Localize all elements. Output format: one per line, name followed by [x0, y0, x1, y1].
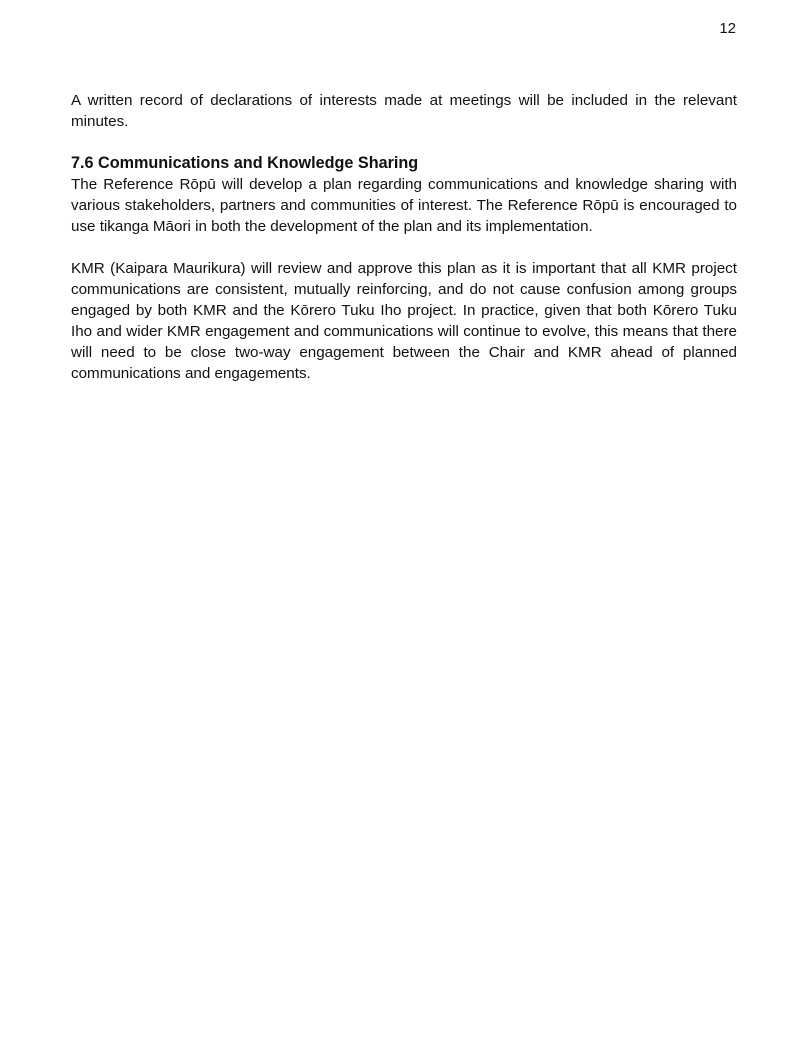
page-number: 12	[719, 20, 736, 37]
section-paragraph: The Reference Rōpū will develop a plan regarding communications and knowledge sharing with various stakeholders, partners and communities of interest. The Reference Rōpū is encouraged to use tikanga Māori in both the development of the plan and its implementation.	[71, 176, 737, 235]
document-body	[71, 90, 737, 384]
intro-paragraph: A written record of declarations of interests made at meetings will be included in the relevant minutes.	[71, 92, 737, 130]
section-paragraph: KMR (Kaipara Maurikura) will review and approve this plan as it is important that all KMR project communications are consistent, mutually reinforcing, and do not cause confusion among groups engaged by both KMR and the Kōrero Tuku Iho project. In practice, given that both Kōrero Tuku Iho and wider KMR engagement and communications will continue to evolve, this means that there will need to be close two-way engagement between the Chair and KMR ahead of planned communications and engagements.	[71, 260, 737, 382]
section-heading: 7.6 Communications and Knowledge Sharing	[71, 154, 419, 172]
